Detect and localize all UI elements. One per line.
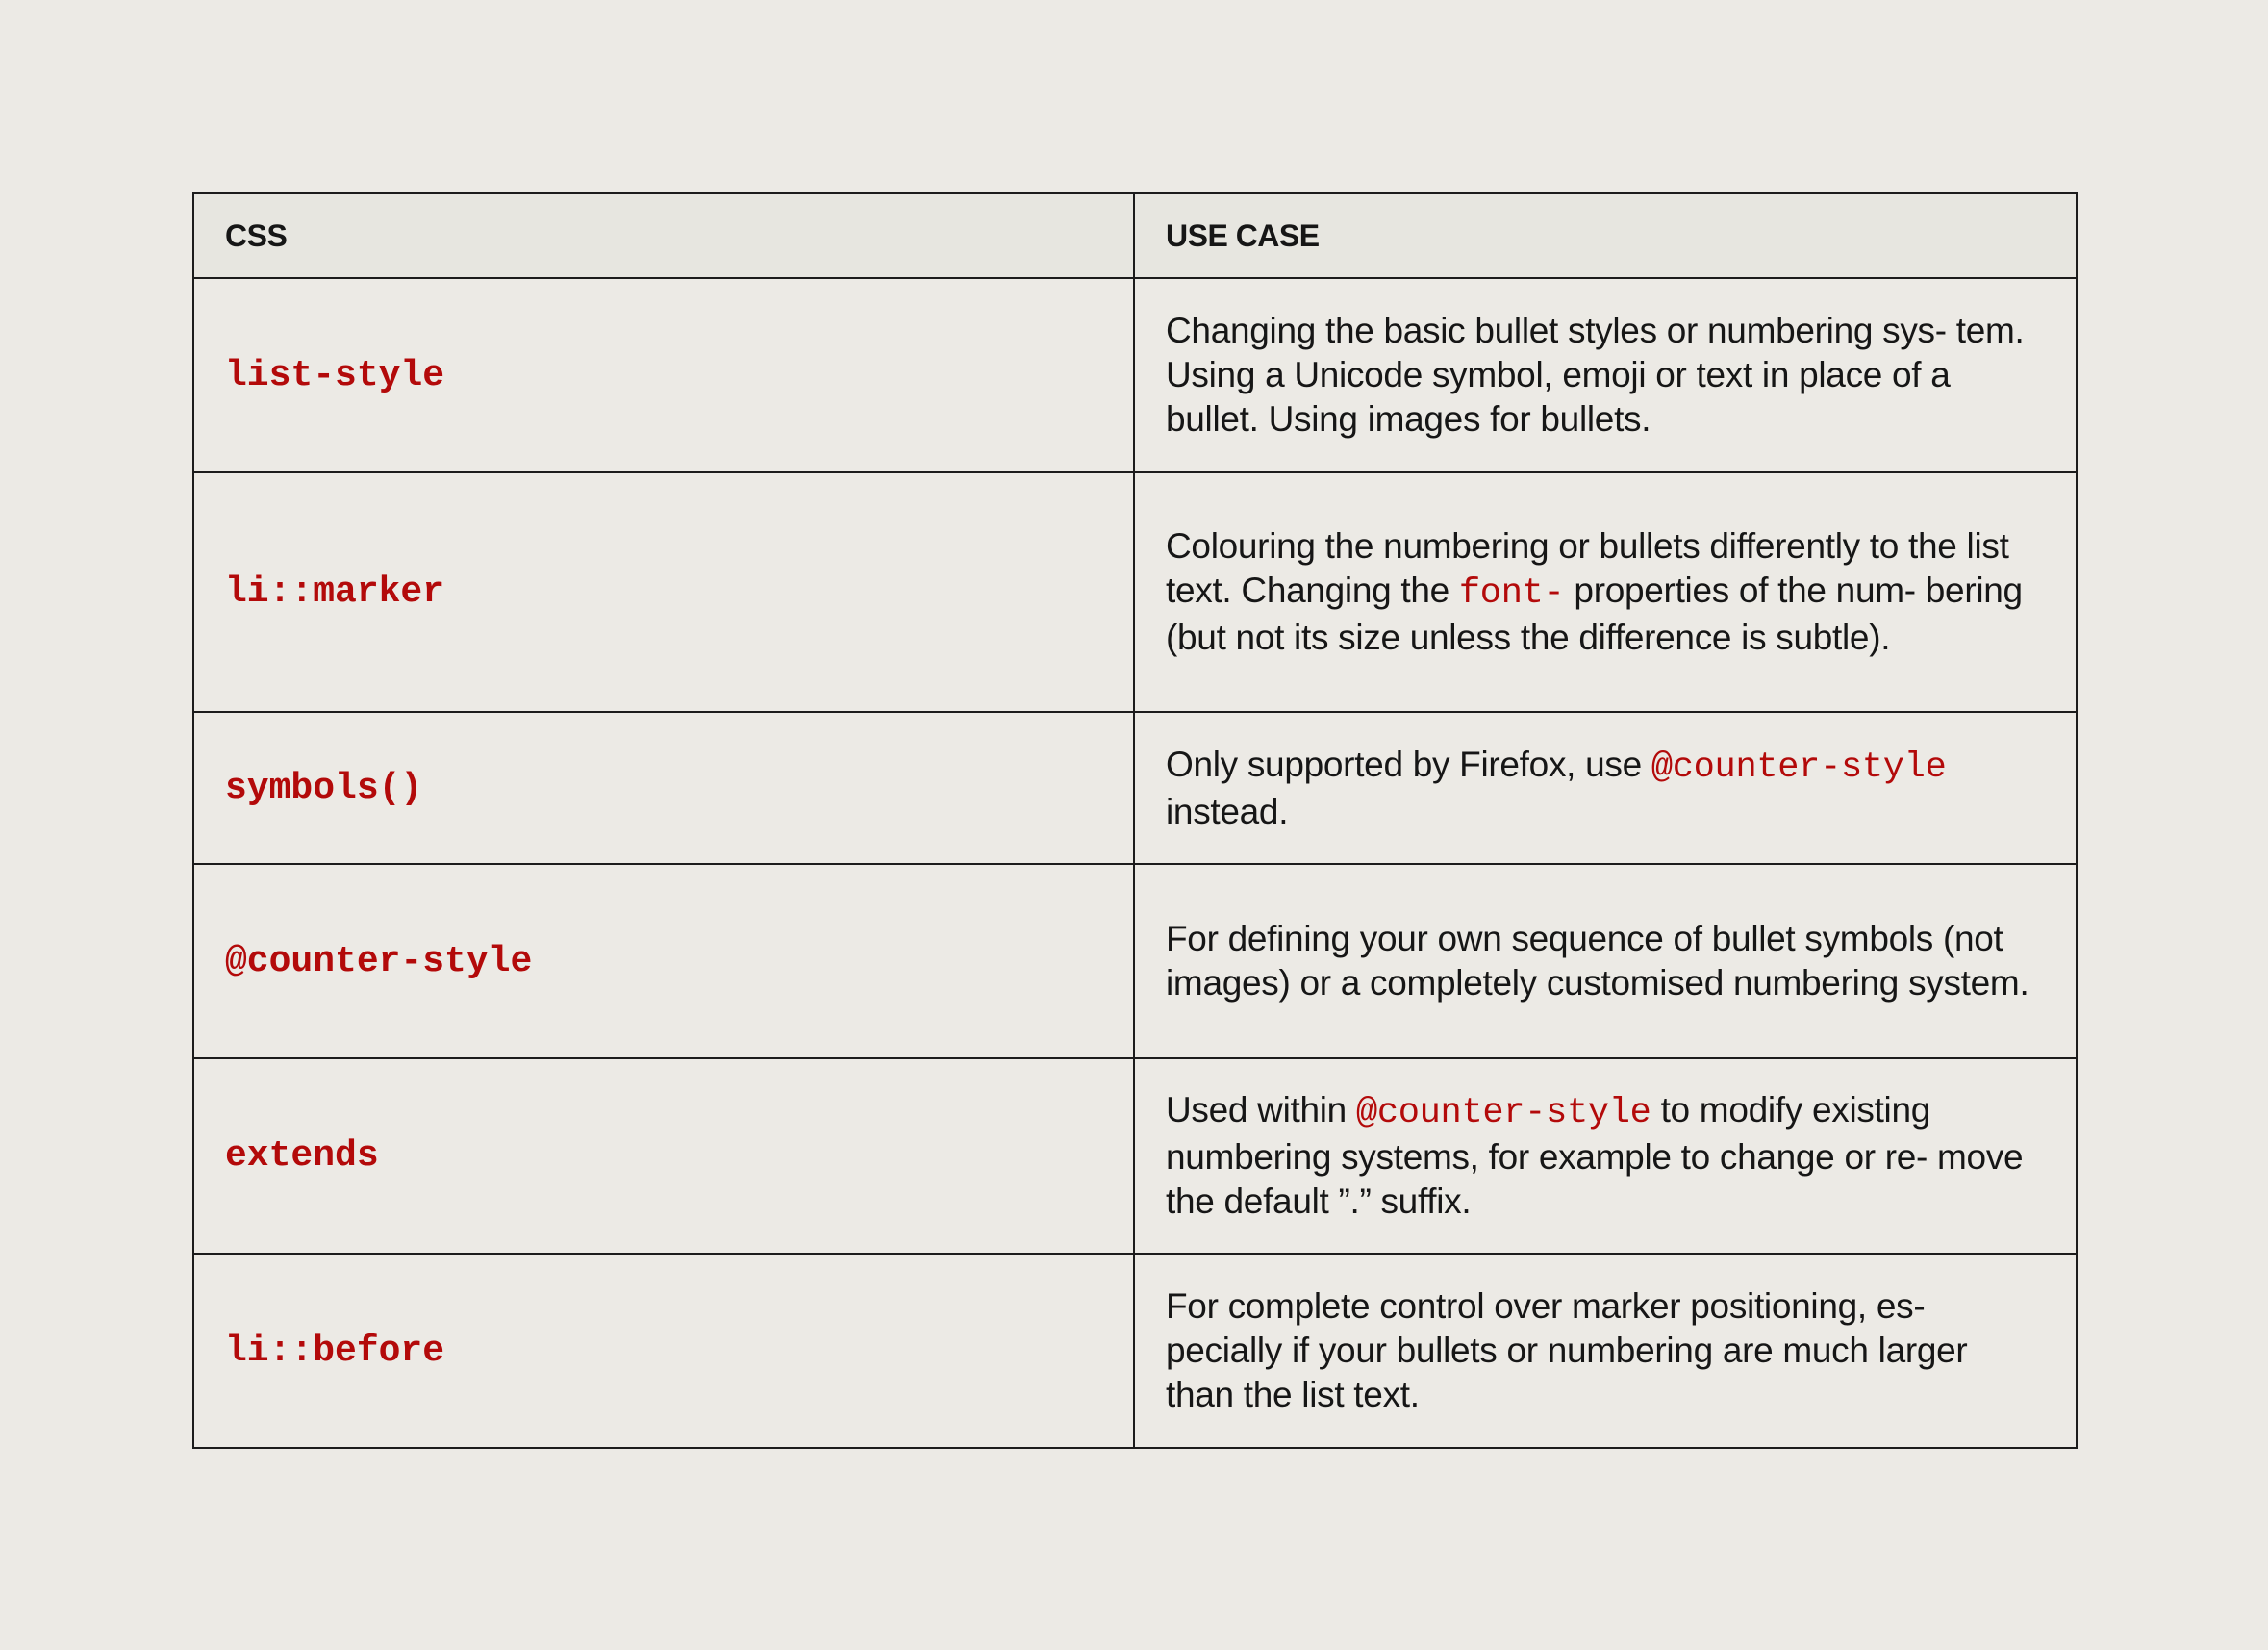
table-row bbox=[193, 712, 2077, 864]
inline-code: font- bbox=[1458, 573, 1565, 614]
use-case-text-part: Colouring the numbering or bullets differently to the list text. Changing the bbox=[1166, 526, 2009, 610]
use-case-cell bbox=[1134, 864, 2077, 1058]
use-case-text bbox=[1166, 309, 2045, 442]
use-case-text-part: For defining your own sequence of bullet symbols (not images) or a completely customised numbering system. bbox=[1166, 919, 2029, 1003]
css-property-code: li::marker bbox=[225, 571, 445, 613]
css-cell bbox=[193, 1058, 1134, 1254]
use-case-text bbox=[1166, 743, 2045, 834]
css-property-code: li::before bbox=[225, 1330, 445, 1372]
table-row bbox=[193, 278, 2077, 472]
table-header-row bbox=[193, 193, 2077, 278]
inline-code: @counter-style bbox=[1651, 747, 1947, 788]
use-case-text-part: For complete control over marker positioning, es- pecially if your bullets or numbering are much larger than the list text. bbox=[1166, 1286, 1968, 1414]
css-list-styling-table bbox=[192, 192, 2078, 1449]
css-property-code: symbols() bbox=[225, 767, 423, 809]
use-case-cell bbox=[1134, 1254, 2077, 1448]
table-row bbox=[193, 1058, 2077, 1254]
table-row bbox=[193, 1254, 2077, 1448]
use-case-text bbox=[1166, 1088, 2045, 1224]
css-cell bbox=[193, 278, 1134, 472]
column-header-css: CSS bbox=[193, 193, 1134, 278]
css-property-code: extends bbox=[225, 1135, 379, 1177]
css-cell bbox=[193, 864, 1134, 1058]
use-case-text-part: Used within bbox=[1166, 1090, 1356, 1130]
use-case-text-part: Changing the basic bullet styles or numbering sys- tem. Using a Unicode symbol, emoji or text in place of a bullet. Using images for bullets. bbox=[1166, 311, 2025, 439]
css-property-code: list-style bbox=[225, 354, 445, 396]
use-case-text-part: properties of the num- bering (but not its size unless the difference is subtle). bbox=[1166, 571, 2023, 657]
table-row bbox=[193, 864, 2077, 1058]
use-case-cell bbox=[1134, 1058, 2077, 1254]
inline-code: @counter-style bbox=[1355, 1093, 1651, 1133]
css-cell bbox=[193, 1254, 1134, 1448]
use-case-cell bbox=[1134, 712, 2077, 864]
use-case-text bbox=[1166, 1284, 2045, 1417]
use-case-cell bbox=[1134, 278, 2077, 472]
css-property-code: @counter-style bbox=[225, 940, 533, 982]
use-case-text bbox=[1166, 524, 2045, 660]
use-case-text-part: instead. bbox=[1166, 791, 1289, 831]
table-row bbox=[193, 472, 2077, 712]
use-case-text-part: to modify existing numbering systems, for example to change or re- move the default ”.” suffix. bbox=[1166, 1090, 2024, 1221]
use-case-cell bbox=[1134, 472, 2077, 712]
use-case-text bbox=[1166, 917, 2045, 1005]
use-case-text-part: Only supported by Firefox, use bbox=[1166, 744, 1651, 784]
css-cell bbox=[193, 472, 1134, 712]
css-cell bbox=[193, 712, 1134, 864]
column-header-use-case: USE CASE bbox=[1134, 193, 2077, 278]
